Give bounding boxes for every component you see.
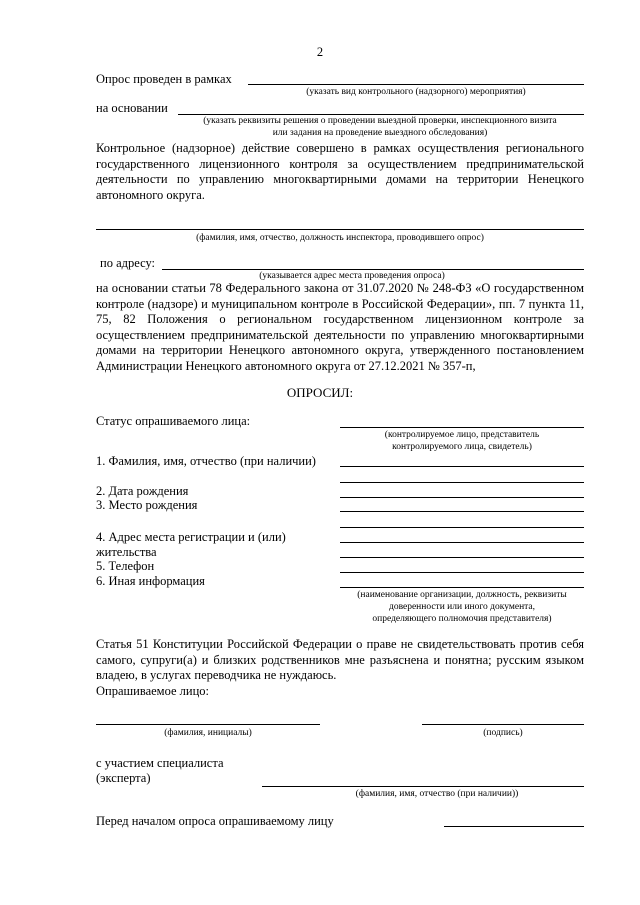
specialist-label-1: с участием специалиста (96, 756, 224, 770)
inspector-field[interactable] (96, 229, 584, 230)
org-hint-line1: (наименование организации, должность, реквизиты (357, 590, 567, 600)
survey-in-label: Опрос проведен в рамках (96, 72, 232, 86)
field-address-label-2: жительства (96, 545, 157, 559)
org-hint-line2: доверенности или иного документа, (388, 602, 536, 612)
action-description: Контрольное (надзорное) действие совершено в рамках осуществления регионального государственного лицензионного контроля за осуществлением предпринимательской деятельности по управлению многоквартирными домами на территории Ненецкого автономного округа. (96, 141, 584, 202)
reg-address-field-1[interactable] (340, 542, 584, 543)
field-other-label: 6. Иная информация (96, 574, 205, 588)
basis-hint-line1: (указать реквизиты решения о проведении выездной проверки, инспекционного визита (203, 116, 557, 126)
status-field[interactable] (340, 427, 584, 428)
status-label: Статус опрашиваемого лица: (96, 414, 251, 428)
basis-hint-line2: или задания на проведение выездного обследования) (272, 128, 488, 138)
name-field[interactable] (340, 466, 584, 467)
field-phone-label: 5. Телефон (96, 559, 155, 573)
basis-label: на основании (96, 101, 168, 115)
address-hint: (указывается адрес места проведения опроса) (259, 271, 445, 281)
legal-basis: на основании статьи 78 Федерального закона от 31.07.2020 № 248-ФЗ «О государственном контроле (надзоре) и муниципальном контроле в Российской Федерации», пп. 7 пункта 11, 75, 82 Положения о региональном государственном лицензионном контроле за осуществлением предпринимательской деятельности по управлению многоквартирными домами на территории Ненецкого автономного округа, утвержденного постановлением Администрации Ненецкого автономного округа от 27.12.2021 № 357-п, (96, 281, 584, 373)
respondent-name-field[interactable] (96, 724, 320, 725)
respondent-signature-field[interactable] (422, 724, 584, 725)
constitution-note: Статья 51 Конституции Российской Федерации о праве не свидетельствовать против себя самого, супруги(а) и близких родственников мне разъяснена и понятна; русским языком владею, в услугах переводчика не нуждаюсь. (96, 637, 584, 683)
heading-questioned: ОПРОСИЛ: (286, 385, 354, 400)
org-hint-line3: определяющего полномочия представителя) (372, 614, 552, 624)
extra-line-1[interactable] (340, 482, 584, 483)
specialist-field[interactable] (262, 786, 584, 787)
pre-survey-field[interactable] (444, 826, 584, 827)
inspector-hint: (фамилия, имя, отчество, должность инспектора, проводившего опрос) (196, 233, 484, 243)
field-birth-place-label: 3. Место рождения (96, 498, 198, 512)
respondent-label: Опрашиваемое лицо: (96, 684, 209, 698)
birth-place-field[interactable] (340, 511, 584, 512)
survey-type-hint: (указать вид контрольного (надзорного) мероприятия) (306, 87, 526, 97)
specialist-label-2: (эксперта) (96, 771, 151, 785)
status-hint-line1: (контролируемое лицо, представитель (384, 430, 540, 440)
other-field[interactable] (340, 587, 584, 588)
status-hint-line2: контролируемого лица, свидетель) (392, 442, 532, 452)
pre-survey-note: Перед началом опроса опрашиваемому лицу (96, 814, 334, 828)
address-label: по адресу: (100, 256, 156, 270)
respondent-signature-hint: (подпись) (483, 728, 523, 738)
phone-field[interactable] (340, 572, 584, 573)
birth-date-field[interactable] (340, 497, 584, 498)
page-number: 2 (316, 45, 324, 59)
reg-address-field-2[interactable] (340, 557, 584, 558)
field-name-label: 1. Фамилия, имя, отчество (при наличии) (96, 454, 316, 468)
field-address-label-1: 4. Адрес места регистрации и (или) (96, 530, 286, 544)
extra-line-2[interactable] (340, 527, 584, 528)
respondent-name-hint: (фамилия, инициалы) (164, 728, 252, 738)
field-birth-date-label: 2. Дата рождения (96, 484, 189, 498)
survey-type-field[interactable] (248, 84, 584, 85)
specialist-hint: (фамилия, имя, отчество (при наличии)) (355, 789, 519, 799)
